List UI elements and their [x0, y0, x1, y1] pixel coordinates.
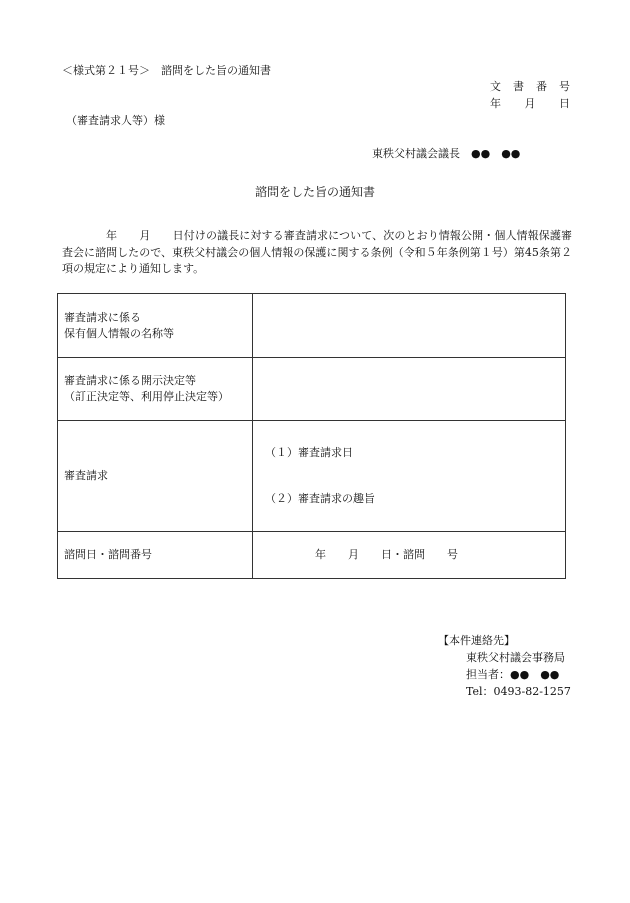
contact-tel: Tel：0493-82-1257 — [466, 685, 571, 698]
row-label-line: 審査請求に係る開示決定等 — [64, 374, 196, 387]
row-value-personal-info — [253, 294, 566, 358]
row-label-inquiry: 諮問日・諮問番号 — [58, 532, 253, 579]
contact-person: 担当者：●● ●● — [466, 668, 560, 681]
row-value-inquiry: 年 月 日・諮問 号 — [253, 532, 566, 579]
date-month: 月 — [524, 97, 536, 110]
row-value-disclosure-decision — [253, 358, 566, 421]
document-title: 諮問をした旨の通知書 — [254, 185, 375, 199]
contact-block — [438, 632, 588, 700]
form-number-label: ＜様式第２１号＞ 諮問をした旨の通知書 — [62, 64, 271, 77]
row-value-request — [253, 421, 566, 532]
info-table — [57, 293, 566, 579]
row-label-line: （訂正決定等、利用停止決定等） — [64, 390, 229, 403]
contact-office: 東秩父村議会事務局 — [466, 651, 565, 664]
request-purpose-item: （２）審査請求の趣旨 — [265, 492, 375, 505]
body-paragraph: 年 月 日付けの議長に対する審査請求について、次のとおり情報公開・個人情報保護審査会に諮問したので、東秩父村議会の個人情報の保護に関する条例（令和５年条例第１号）第45条第２項の規定により通知します。 — [62, 229, 572, 275]
table-row — [58, 421, 566, 532]
table-row — [58, 294, 566, 358]
row-label-personal-info — [58, 294, 253, 358]
document-number-label: 文書番号 — [490, 80, 570, 93]
table-row — [58, 358, 566, 421]
date-year: 年 — [490, 97, 501, 110]
addressee: （審査請求人等）様 — [66, 114, 165, 127]
row-label-line: 審査請求に係る — [64, 310, 141, 324]
row-label-request: 審査請求 — [58, 421, 253, 532]
table-row — [58, 532, 566, 579]
sender: 東秩父村議会議長 ●● ●● — [372, 147, 521, 160]
row-label-disclosure-decision — [58, 358, 253, 421]
row-label-line: 保有個人情報の名称等 — [64, 326, 174, 340]
request-date-item: （１）審査請求日 — [265, 446, 353, 459]
contact-heading: 【本件連絡先】 — [438, 634, 515, 647]
date-line — [490, 97, 570, 111]
date-day: 日 — [559, 97, 570, 110]
